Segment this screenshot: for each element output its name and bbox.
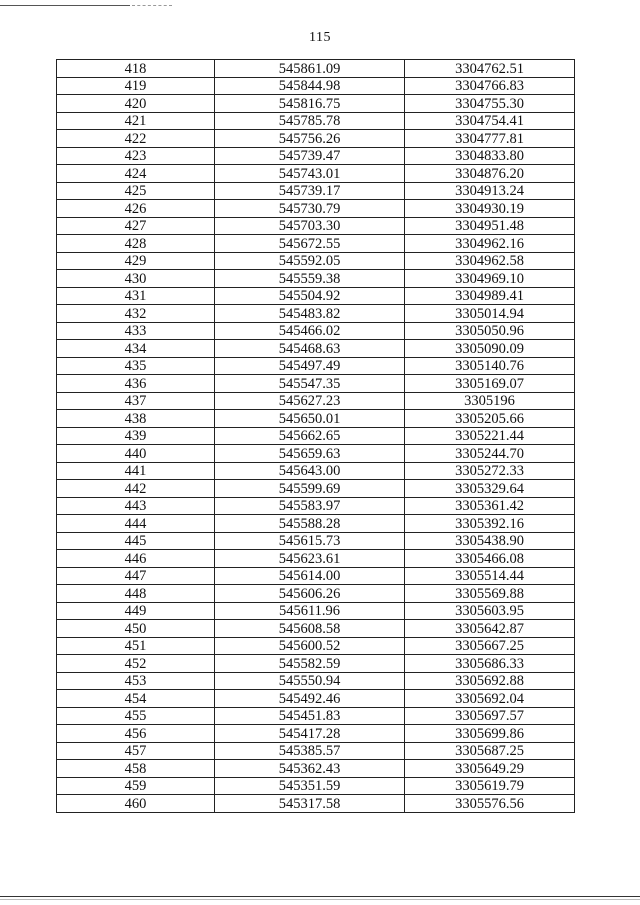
- header-rule-dashed: [132, 5, 172, 6]
- y-coordinate-cell: 3305438.90: [405, 532, 575, 550]
- x-coordinate-cell: 545592.05: [215, 252, 405, 270]
- y-coordinate-cell: 3304951.48: [405, 217, 575, 235]
- point-number-cell: 423: [57, 147, 215, 165]
- y-coordinate-cell: 3305361.42: [405, 497, 575, 515]
- table-row: [57, 410, 575, 428]
- point-number-cell: 424: [57, 165, 215, 183]
- table-row: [57, 165, 575, 183]
- y-coordinate-cell: 3304962.16: [405, 235, 575, 253]
- x-coordinate-cell: 545730.79: [215, 200, 405, 218]
- point-number-cell: 437: [57, 392, 215, 410]
- x-coordinate-cell: 545615.73: [215, 532, 405, 550]
- table-row: [57, 112, 575, 130]
- x-coordinate-cell: 545417.28: [215, 725, 405, 743]
- point-number-cell: 429: [57, 252, 215, 270]
- table-row: [57, 252, 575, 270]
- y-coordinate-cell: 3304777.81: [405, 130, 575, 148]
- x-coordinate-cell: 545468.63: [215, 340, 405, 358]
- x-coordinate-cell: 545861.09: [215, 60, 405, 78]
- x-coordinate-cell: 545600.52: [215, 637, 405, 655]
- table-row: [57, 777, 575, 795]
- table-row: [57, 322, 575, 340]
- x-coordinate-cell: 545816.75: [215, 95, 405, 113]
- point-number-cell: 434: [57, 340, 215, 358]
- y-coordinate-cell: 3304762.51: [405, 60, 575, 78]
- point-number-cell: 427: [57, 217, 215, 235]
- x-coordinate-cell: 545650.01: [215, 410, 405, 428]
- table-row: [57, 532, 575, 550]
- point-number-cell: 450: [57, 620, 215, 638]
- table-row: [57, 655, 575, 673]
- x-coordinate-cell: 545643.00: [215, 462, 405, 480]
- table-row: [57, 270, 575, 288]
- x-coordinate-cell: 545504.92: [215, 287, 405, 305]
- table-row: [57, 287, 575, 305]
- table-row: [57, 480, 575, 498]
- coordinates-table: [56, 59, 575, 813]
- point-number-cell: 460: [57, 795, 215, 813]
- x-coordinate-cell: 545844.98: [215, 77, 405, 95]
- y-coordinate-cell: 3305205.66: [405, 410, 575, 428]
- point-number-cell: 418: [57, 60, 215, 78]
- point-number-cell: 447: [57, 567, 215, 585]
- x-coordinate-cell: 545662.65: [215, 427, 405, 445]
- page-number: 115: [309, 30, 331, 45]
- table-row: [57, 585, 575, 603]
- y-coordinate-cell: 3304962.58: [405, 252, 575, 270]
- x-coordinate-cell: 545743.01: [215, 165, 405, 183]
- x-coordinate-cell: 545756.26: [215, 130, 405, 148]
- table-row: [57, 392, 575, 410]
- point-number-cell: 448: [57, 585, 215, 603]
- y-coordinate-cell: 3305514.44: [405, 567, 575, 585]
- point-number-cell: 432: [57, 305, 215, 323]
- point-number-cell: 451: [57, 637, 215, 655]
- x-coordinate-cell: 545466.02: [215, 322, 405, 340]
- x-coordinate-cell: 545739.17: [215, 182, 405, 200]
- point-number-cell: 426: [57, 200, 215, 218]
- x-coordinate-cell: 545483.82: [215, 305, 405, 323]
- table-row: [57, 235, 575, 253]
- footer-rule-thin: [0, 899, 640, 900]
- point-number-cell: 459: [57, 777, 215, 795]
- point-number-cell: 419: [57, 77, 215, 95]
- y-coordinate-cell: 3305603.95: [405, 602, 575, 620]
- x-coordinate-cell: 545659.63: [215, 445, 405, 463]
- table-row: [57, 742, 575, 760]
- table-row: [57, 95, 575, 113]
- point-number-cell: 428: [57, 235, 215, 253]
- point-number-cell: 444: [57, 515, 215, 533]
- y-coordinate-cell: 3305619.79: [405, 777, 575, 795]
- y-coordinate-cell: 3305576.56: [405, 795, 575, 813]
- y-coordinate-cell: 3305667.25: [405, 637, 575, 655]
- y-coordinate-cell: 3304913.24: [405, 182, 575, 200]
- x-coordinate-cell: 545451.83: [215, 707, 405, 725]
- x-coordinate-cell: 545785.78: [215, 112, 405, 130]
- table-row: [57, 620, 575, 638]
- point-number-cell: 425: [57, 182, 215, 200]
- y-coordinate-cell: 3305649.29: [405, 760, 575, 778]
- y-coordinate-cell: 3304754.41: [405, 112, 575, 130]
- x-coordinate-cell: 545317.58: [215, 795, 405, 813]
- y-coordinate-cell: 3305686.33: [405, 655, 575, 673]
- point-number-cell: 442: [57, 480, 215, 498]
- point-number-cell: 445: [57, 532, 215, 550]
- point-number-cell: 441: [57, 462, 215, 480]
- y-coordinate-cell: 3305244.70: [405, 445, 575, 463]
- y-coordinate-cell: 3305272.33: [405, 462, 575, 480]
- y-coordinate-cell: 3305692.04: [405, 690, 575, 708]
- table-row: [57, 77, 575, 95]
- x-coordinate-cell: 545614.00: [215, 567, 405, 585]
- y-coordinate-cell: 3305050.96: [405, 322, 575, 340]
- table-row: [57, 760, 575, 778]
- x-coordinate-cell: 545497.49: [215, 357, 405, 375]
- point-number-cell: 421: [57, 112, 215, 130]
- point-number-cell: 452: [57, 655, 215, 673]
- point-number-cell: 458: [57, 760, 215, 778]
- table-row: [57, 445, 575, 463]
- y-coordinate-cell: 3304989.41: [405, 287, 575, 305]
- x-coordinate-cell: 545351.59: [215, 777, 405, 795]
- x-coordinate-cell: 545608.58: [215, 620, 405, 638]
- y-coordinate-cell: 3305196: [405, 392, 575, 410]
- table-row: [57, 340, 575, 358]
- table-row: [57, 637, 575, 655]
- x-coordinate-cell: 545606.26: [215, 585, 405, 603]
- y-coordinate-cell: 3304755.30: [405, 95, 575, 113]
- x-coordinate-cell: 545547.35: [215, 375, 405, 393]
- point-number-cell: 436: [57, 375, 215, 393]
- y-coordinate-cell: 3305329.64: [405, 480, 575, 498]
- point-number-cell: 431: [57, 287, 215, 305]
- table-row: [57, 725, 575, 743]
- point-number-cell: 455: [57, 707, 215, 725]
- y-coordinate-cell: 3305692.88: [405, 672, 575, 690]
- x-coordinate-cell: 545627.23: [215, 392, 405, 410]
- x-coordinate-cell: 545739.47: [215, 147, 405, 165]
- table-row: [57, 550, 575, 568]
- point-number-cell: 435: [57, 357, 215, 375]
- point-number-cell: 422: [57, 130, 215, 148]
- point-number-cell: 433: [57, 322, 215, 340]
- table-row: [57, 672, 575, 690]
- y-coordinate-cell: 3305466.08: [405, 550, 575, 568]
- x-coordinate-cell: 545582.59: [215, 655, 405, 673]
- x-coordinate-cell: 545385.57: [215, 742, 405, 760]
- table-row: [57, 130, 575, 148]
- table-row: [57, 427, 575, 445]
- point-number-cell: 420: [57, 95, 215, 113]
- y-coordinate-cell: 3305642.87: [405, 620, 575, 638]
- table-row: [57, 60, 575, 78]
- point-number-cell: 456: [57, 725, 215, 743]
- table-row: [57, 690, 575, 708]
- table-row: [57, 200, 575, 218]
- point-number-cell: 446: [57, 550, 215, 568]
- table-row: [57, 305, 575, 323]
- point-number-cell: 454: [57, 690, 215, 708]
- table-row: [57, 182, 575, 200]
- x-coordinate-cell: 545588.28: [215, 515, 405, 533]
- footer-rule: [0, 896, 640, 897]
- x-coordinate-cell: 545672.55: [215, 235, 405, 253]
- y-coordinate-cell: 3304930.19: [405, 200, 575, 218]
- y-coordinate-cell: 3305392.16: [405, 515, 575, 533]
- table-row: [57, 497, 575, 515]
- table-row: [57, 707, 575, 725]
- y-coordinate-cell: 3304833.80: [405, 147, 575, 165]
- table-row: [57, 602, 575, 620]
- table-row: [57, 462, 575, 480]
- y-coordinate-cell: 3305169.07: [405, 375, 575, 393]
- y-coordinate-cell: 3305014.94: [405, 305, 575, 323]
- table-row: [57, 515, 575, 533]
- table-row: [57, 147, 575, 165]
- x-coordinate-cell: 545492.46: [215, 690, 405, 708]
- table-row: [57, 357, 575, 375]
- point-number-cell: 440: [57, 445, 215, 463]
- x-coordinate-cell: 545559.38: [215, 270, 405, 288]
- table-row: [57, 567, 575, 585]
- table-row: [57, 375, 575, 393]
- y-coordinate-cell: 3305221.44: [405, 427, 575, 445]
- y-coordinate-cell: 3304766.83: [405, 77, 575, 95]
- x-coordinate-cell: 545599.69: [215, 480, 405, 498]
- coordinates-table-body: [57, 60, 575, 813]
- table-row: [57, 795, 575, 813]
- x-coordinate-cell: 545703.30: [215, 217, 405, 235]
- point-number-cell: 453: [57, 672, 215, 690]
- y-coordinate-cell: 3305140.76: [405, 357, 575, 375]
- x-coordinate-cell: 545362.43: [215, 760, 405, 778]
- header-rule: [0, 5, 130, 6]
- x-coordinate-cell: 545583.97: [215, 497, 405, 515]
- point-number-cell: 430: [57, 270, 215, 288]
- y-coordinate-cell: 3304969.10: [405, 270, 575, 288]
- point-number-cell: 457: [57, 742, 215, 760]
- y-coordinate-cell: 3305090.09: [405, 340, 575, 358]
- y-coordinate-cell: 3305687.25: [405, 742, 575, 760]
- table-row: [57, 217, 575, 235]
- point-number-cell: 439: [57, 427, 215, 445]
- x-coordinate-cell: 545623.61: [215, 550, 405, 568]
- point-number-cell: 449: [57, 602, 215, 620]
- point-number-cell: 438: [57, 410, 215, 428]
- x-coordinate-cell: 545550.94: [215, 672, 405, 690]
- y-coordinate-cell: 3305699.86: [405, 725, 575, 743]
- x-coordinate-cell: 545611.96: [215, 602, 405, 620]
- y-coordinate-cell: 3305569.88: [405, 585, 575, 603]
- y-coordinate-cell: 3304876.20: [405, 165, 575, 183]
- y-coordinate-cell: 3305697.57: [405, 707, 575, 725]
- point-number-cell: 443: [57, 497, 215, 515]
